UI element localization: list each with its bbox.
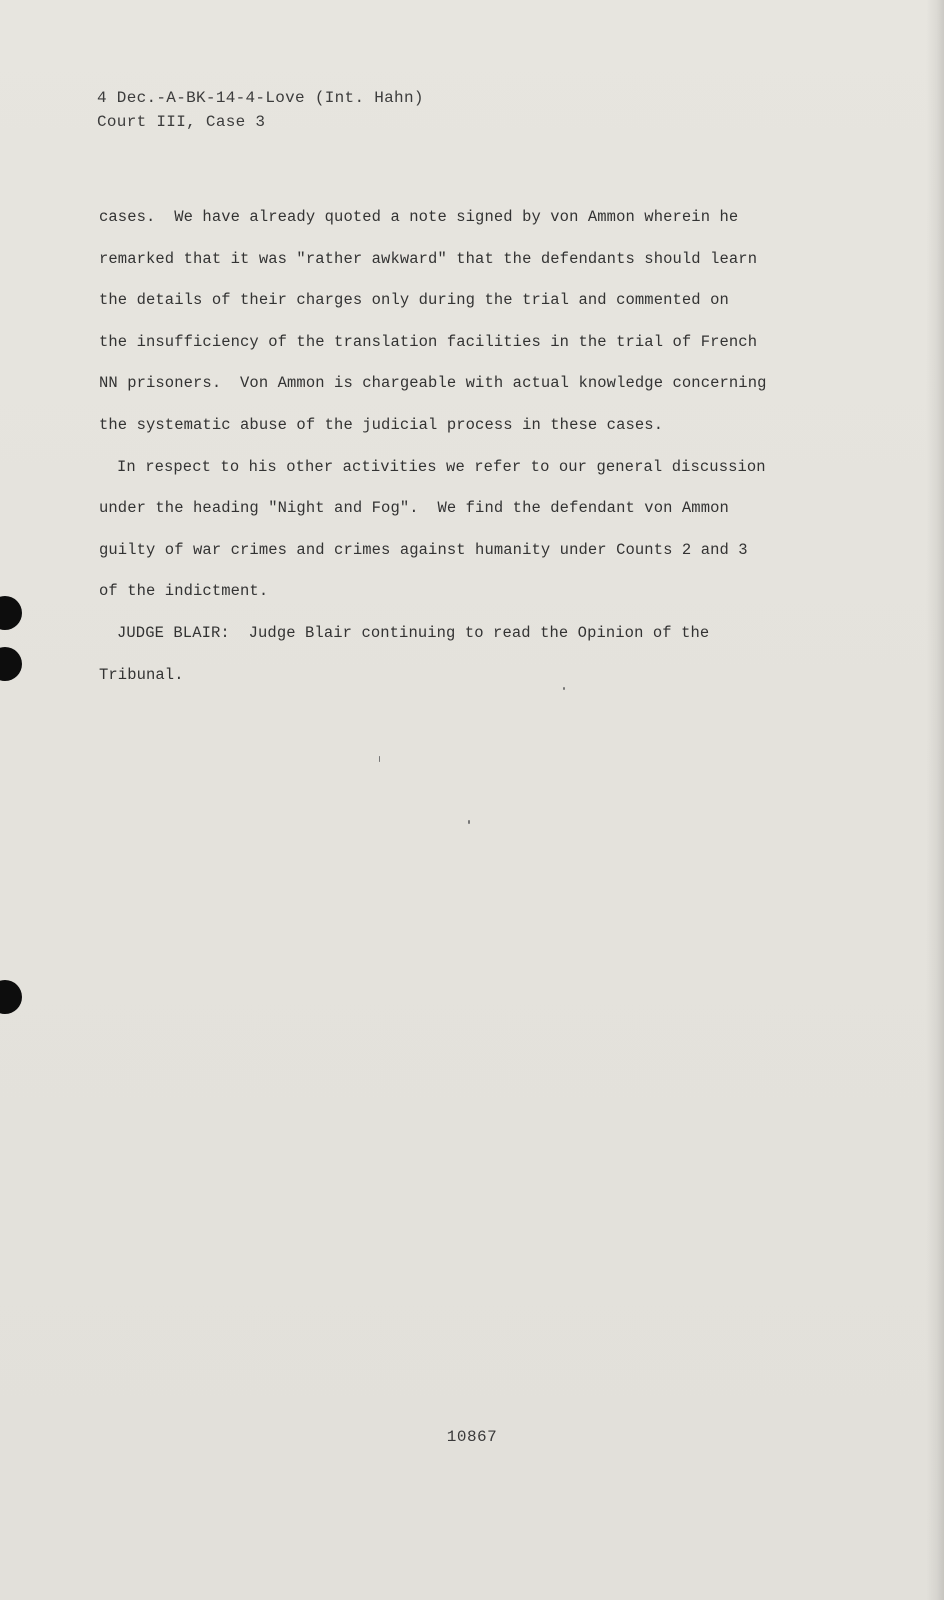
- page-number: 10867: [446, 1428, 498, 1446]
- paper-speck: [379, 756, 380, 762]
- text-line: guilty of war crimes and crimes against humanity under Counts 2 and 3: [99, 540, 748, 559]
- paper-speck: [468, 820, 470, 824]
- header-line-1: 4 Dec.-A-BK-14-4-Love (Int. Hahn): [97, 89, 424, 107]
- header-line-2: Court III, Case 3: [97, 113, 266, 131]
- text-line: the systematic abuse of the judicial process in these cases.: [99, 415, 664, 434]
- text-line: In respect to his other activities we refer to our general discussion: [117, 457, 766, 476]
- text-line: NN prisoners. Von Ammon is chargeable with actual knowledge concerning: [99, 374, 767, 393]
- punch-hole: [0, 596, 22, 630]
- punch-hole: [0, 647, 22, 681]
- document-body: [99, 206, 839, 705]
- punch-hole: [0, 980, 22, 1014]
- text-line: the insufficiency of the translation facilities in the trial of French: [99, 332, 758, 351]
- text-line: cases. We have already quoted a note signed by von Ammon wherein he: [99, 208, 739, 226]
- text-line: remarked that it was "rather awkward" that the defendants should learn: [99, 249, 758, 268]
- text-line: of the indictment.: [99, 582, 269, 601]
- text-line: the details of their charges only during the trial and commented on: [99, 291, 729, 310]
- page-edge-shadow: [926, 0, 944, 1600]
- text-line: Tribunal.: [99, 665, 184, 684]
- paper-speck: [563, 687, 565, 690]
- text-line: under the heading "Night and Fog". We find the defendant von Ammon: [99, 499, 729, 518]
- text-line: JUDGE BLAIR: Judge Blair continuing to read the Opinion of the: [117, 623, 710, 642]
- document-header: [97, 86, 424, 134]
